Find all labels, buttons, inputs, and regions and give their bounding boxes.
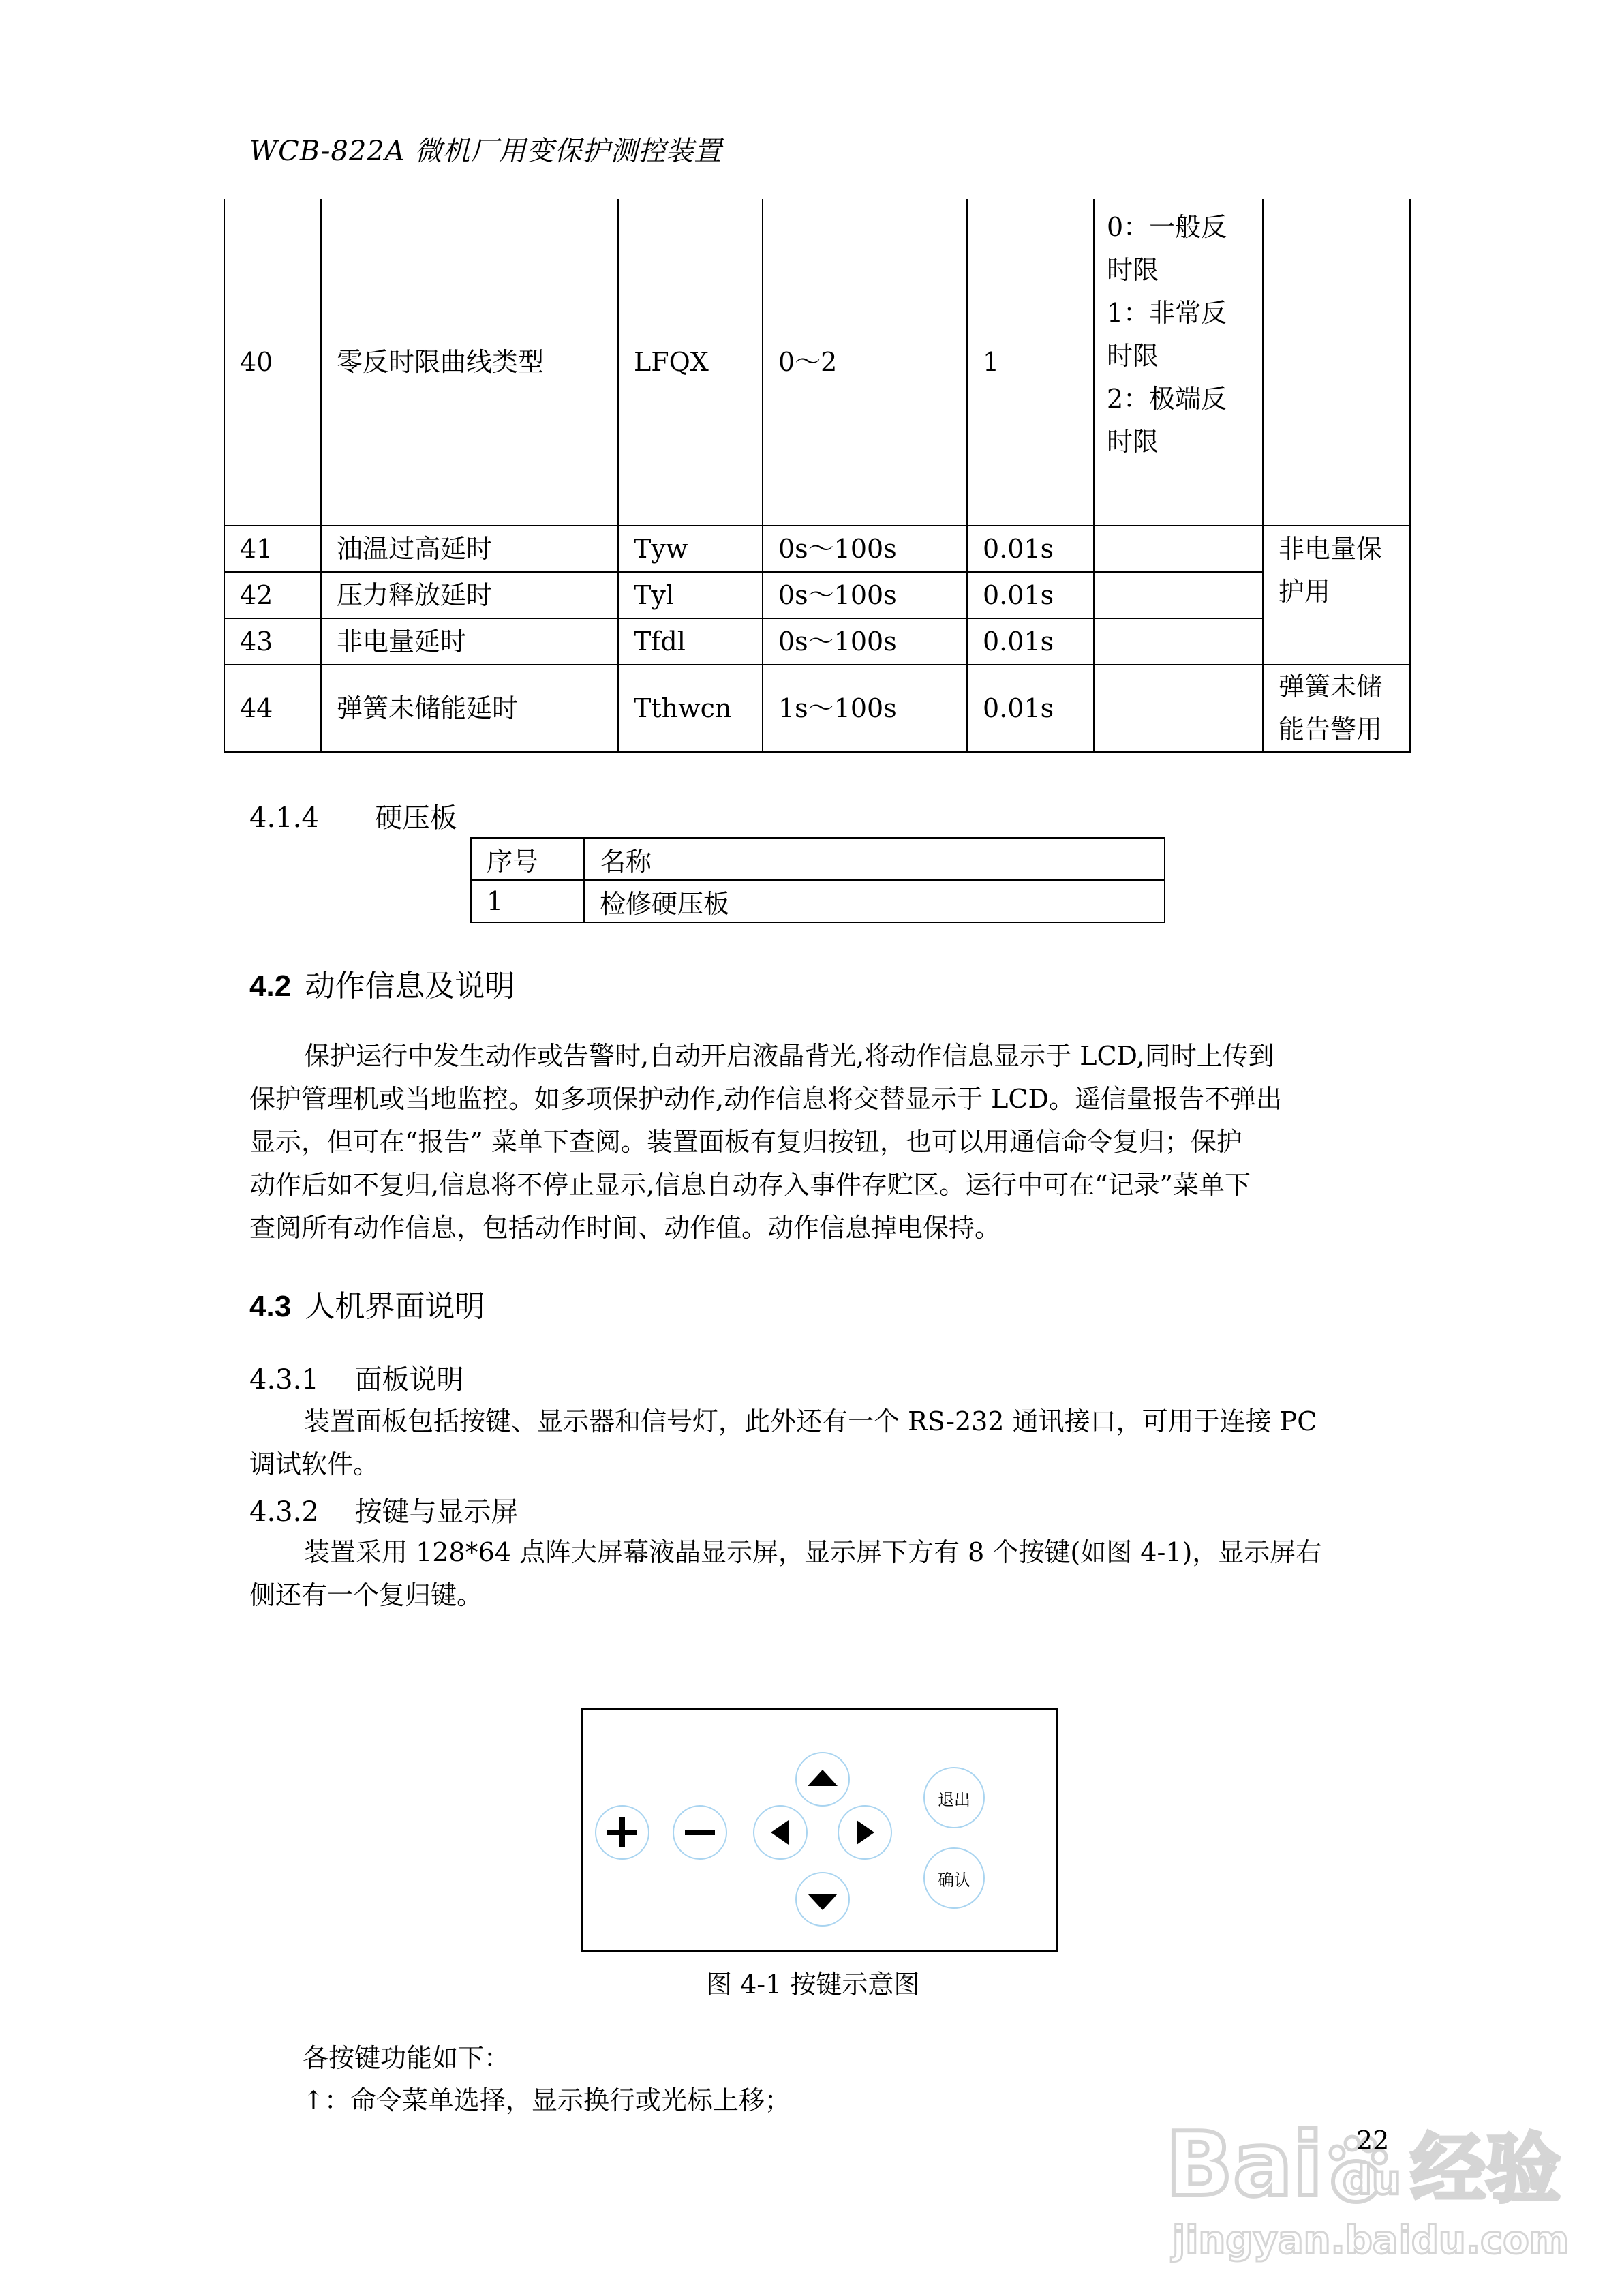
paragraph-keys-display bbox=[249, 1531, 1394, 1617]
row-range: 0s～100s bbox=[763, 526, 967, 572]
row-range: 0s～100s bbox=[763, 618, 967, 665]
section-4-3-1-heading bbox=[249, 1358, 464, 1397]
row-code: Tfdl bbox=[618, 618, 763, 665]
remark-line: 非电量保 bbox=[1279, 534, 1383, 564]
table-header-row bbox=[471, 838, 1165, 880]
column-header: 序号 bbox=[471, 838, 584, 880]
row-remark bbox=[1263, 665, 1410, 752]
remark-line: 弹簧未储 bbox=[1279, 671, 1383, 701]
watermark-brand-du: du bbox=[1343, 2156, 1401, 2204]
page-number: 22 bbox=[1356, 2126, 1390, 2156]
paragraph-panel bbox=[249, 1400, 1394, 1486]
row-step: 0.01s bbox=[967, 572, 1094, 618]
row-note bbox=[1094, 526, 1263, 572]
row-code: Tyl bbox=[618, 572, 763, 618]
section-title: 硬压板 bbox=[375, 802, 457, 834]
section-number: 4.2 bbox=[249, 969, 292, 1003]
watermark-brand: Bai bbox=[1165, 2113, 1323, 2216]
plus-key[interactable] bbox=[595, 1805, 649, 1860]
row-number: 1 bbox=[471, 880, 584, 922]
section-number: 4.3.2 bbox=[249, 1496, 319, 1528]
paragraph-line: 调试软件。 bbox=[249, 1449, 380, 1479]
row-name: 弹簧未储能延时 bbox=[321, 665, 618, 752]
remark-line: 能告警用 bbox=[1279, 714, 1383, 744]
row-name: 油温过高延时 bbox=[321, 526, 618, 572]
paragraph-line: 保护运行中发生动作或告警时,自动开启液晶背光,将动作信息显示于 LCD,同时上传到 bbox=[304, 1041, 1274, 1071]
section-number: 4.3 bbox=[249, 1290, 292, 1323]
row-note bbox=[1094, 199, 1263, 526]
column-header: 名称 bbox=[584, 838, 1165, 880]
paragraph-line: 查阅所有动作信息，包括动作时间、动作值。动作信息掉电保持。 bbox=[249, 1213, 1001, 1243]
row-step: 0.01s bbox=[967, 665, 1094, 752]
row-number: 43 bbox=[224, 618, 321, 665]
figure-caption: 图 4-1 按键示意图 bbox=[706, 1969, 920, 1999]
baidu-jingyan-watermark bbox=[1159, 2106, 1570, 2270]
section-title: 面板说明 bbox=[354, 1364, 464, 1395]
section-title: 人机界面说明 bbox=[305, 1289, 485, 1324]
watermark-url: jingyan.baidu.com bbox=[1172, 2218, 1570, 2263]
section-4-2-heading bbox=[249, 961, 515, 1005]
row-code: Tthwcn bbox=[618, 665, 763, 752]
section-title: 按键与显示屏 bbox=[354, 1496, 519, 1528]
key-function-up: ↑：命令菜单选择，显示换行或光标上移； bbox=[303, 2085, 791, 2115]
table-row bbox=[224, 665, 1410, 752]
paragraph-line: 装置面板包括按键、显示器和信号灯，此外还有一个 RS-232 通讯接口，可用于连接 PC bbox=[304, 1406, 1317, 1436]
note-line: 2：极端反 bbox=[1107, 384, 1227, 414]
row-code: LFQX bbox=[618, 199, 763, 526]
table-row bbox=[224, 618, 1410, 665]
table-row bbox=[224, 199, 1410, 526]
paragraph-line: 动作后如不复归,信息将不停止显示,信息自动存入事件存贮区。运行中可在“记录”菜单下 bbox=[249, 1170, 1251, 1200]
paragraph-line: 侧还有一个复归键。 bbox=[249, 1580, 483, 1610]
keypad-diagram bbox=[581, 1708, 1058, 1952]
note-line: 时限 bbox=[1107, 427, 1159, 457]
row-note bbox=[1094, 572, 1263, 618]
paragraph-line: 显示，但可在“报告” 菜单下查阅。装置面板有复归按钮，也可以用通信命令复归；保护 bbox=[249, 1127, 1242, 1157]
row-number: 41 bbox=[224, 526, 321, 572]
row-name: 零反时限曲线类型 bbox=[321, 199, 618, 526]
up-arrow-icon bbox=[804, 1760, 842, 1798]
plus-icon bbox=[603, 1813, 641, 1852]
row-step: 1 bbox=[967, 199, 1094, 526]
row-name: 非电量延时 bbox=[321, 618, 618, 665]
section-number: 4.3.1 bbox=[249, 1364, 319, 1395]
right-key[interactable] bbox=[838, 1805, 892, 1860]
paragraph-action-info bbox=[249, 1035, 1394, 1250]
minus-key[interactable] bbox=[673, 1805, 727, 1860]
row-number: 40 bbox=[224, 199, 321, 526]
table-row bbox=[224, 572, 1410, 618]
down-arrow-icon bbox=[804, 1880, 842, 1918]
row-note bbox=[1094, 665, 1263, 752]
row-range: 0s～100s bbox=[763, 572, 967, 618]
remark-line: 护用 bbox=[1279, 577, 1331, 607]
up-key[interactable] bbox=[795, 1752, 850, 1807]
row-code: Tyw bbox=[618, 526, 763, 572]
table-row bbox=[224, 526, 1410, 572]
confirm-key[interactable]: 确认 bbox=[923, 1847, 985, 1909]
left-key[interactable] bbox=[753, 1805, 808, 1860]
row-name: 压力释放延时 bbox=[321, 572, 618, 618]
row-step: 0.01s bbox=[967, 618, 1094, 665]
exit-key[interactable]: 退出 bbox=[923, 1767, 985, 1828]
row-number: 42 bbox=[224, 572, 321, 618]
settings-table bbox=[224, 199, 1411, 753]
table-row bbox=[471, 880, 1165, 922]
section-4-3-2-heading bbox=[249, 1490, 519, 1529]
paragraph-line: 装置采用 128*64 点阵大屏幕液晶显示屏，显示屏下方有 8 个按键(如图 4-1)，显示屏右 bbox=[304, 1537, 1322, 1567]
section-number: 4.1.4 bbox=[249, 802, 319, 834]
document-header-title: WCB-822A 微机厂用变保护测控装置 bbox=[249, 136, 722, 167]
row-remark bbox=[1263, 199, 1410, 526]
row-name: 检修硬压板 bbox=[584, 880, 1165, 922]
section-4-1-4-heading bbox=[249, 796, 457, 835]
paragraph-line: 保护管理机或当地监控。如多项保护动作,动作信息将交替显示于 LCD。遥信量报告不弹出 bbox=[249, 1084, 1282, 1114]
note-line: 0：一般反 bbox=[1107, 212, 1227, 242]
right-arrow-icon bbox=[846, 1813, 884, 1852]
row-remark bbox=[1263, 526, 1410, 665]
section-4-3-heading bbox=[249, 1282, 485, 1325]
watermark-jingyan: 经验 bbox=[1411, 2126, 1561, 2213]
left-arrow-icon bbox=[761, 1813, 799, 1852]
hard-plate-table bbox=[470, 837, 1165, 923]
row-step: 0.01s bbox=[967, 526, 1094, 572]
note-line: 1：非常反 bbox=[1107, 298, 1227, 328]
key-functions-intro: 各按键功能如下： bbox=[303, 2043, 510, 2073]
section-title: 动作信息及说明 bbox=[305, 969, 515, 1003]
row-range: 1s～100s bbox=[763, 665, 967, 752]
row-note bbox=[1094, 618, 1263, 665]
minus-icon bbox=[681, 1813, 719, 1852]
row-range: 0～2 bbox=[763, 199, 967, 526]
down-key[interactable] bbox=[795, 1872, 850, 1927]
note-line: 时限 bbox=[1107, 341, 1159, 371]
note-line: 时限 bbox=[1107, 255, 1159, 285]
row-number: 44 bbox=[224, 665, 321, 752]
